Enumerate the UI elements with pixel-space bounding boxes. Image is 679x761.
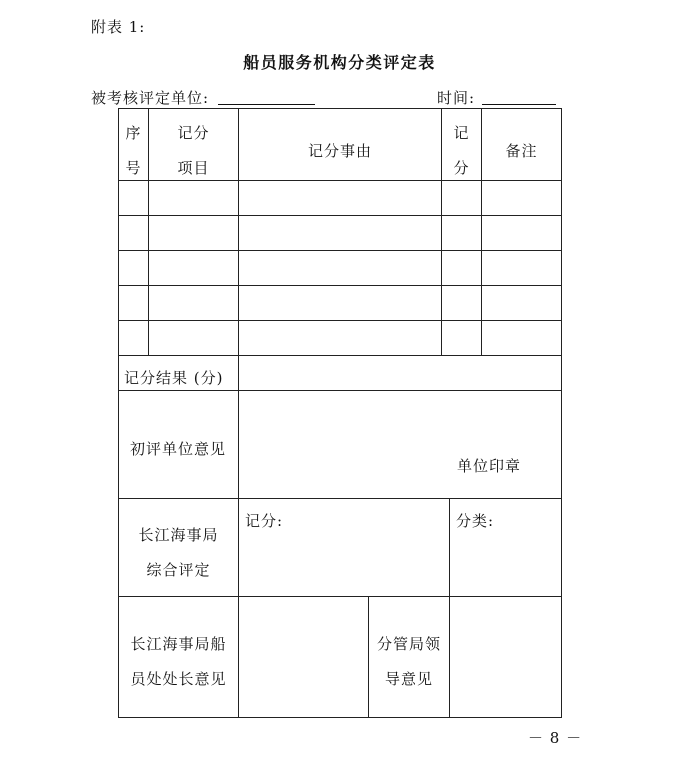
time-label: 时间: (437, 89, 476, 107)
score-result-label: 记分结果 (分) (124, 369, 224, 387)
header-seq-line2: 号 (125, 159, 142, 177)
score-field[interactable] (239, 499, 449, 596)
leader-opinion-line1: 分管局领 (376, 635, 441, 653)
category-field[interactable] (450, 499, 561, 596)
msa-eval-line1: 长江海事局 (138, 526, 219, 544)
evaluated-unit-label: 被考核评定单位: (91, 89, 210, 107)
page-title: 船员服务机构分类评定表 (243, 53, 436, 72)
header-seq-line1: 序 (125, 124, 142, 142)
prelim-opinion-field[interactable] (239, 391, 561, 498)
header-score-line2: 分 (453, 159, 470, 177)
category-label: 分类: (456, 512, 495, 530)
table-border-bottom (118, 717, 562, 718)
empty-rows-area[interactable] (119, 181, 561, 355)
evaluated-unit-field[interactable] (218, 104, 315, 105)
table-line (368, 596, 369, 718)
crew-dept-opinion-line2: 员处处长意见 (130, 670, 227, 688)
header-reason: 记分事由 (307, 142, 372, 160)
prelim-opinion-label: 初评单位意见 (130, 440, 227, 458)
header-item-line2: 项目 (177, 159, 210, 177)
header-score-line1: 记 (453, 124, 470, 142)
header-remarks: 备注 (505, 142, 538, 160)
table-border-top (118, 108, 562, 109)
page-number: － 8 － (528, 729, 583, 747)
leader-opinion-line2: 导意见 (384, 670, 433, 688)
leader-opinion-field[interactable] (450, 597, 561, 717)
crew-dept-opinion-line1: 长江海事局船 (130, 635, 227, 653)
appendix-label: 附表 1: (91, 18, 146, 36)
crew-dept-opinion-field[interactable] (239, 597, 368, 717)
score-result-field[interactable] (239, 356, 561, 390)
table-border-right (561, 108, 562, 718)
header-item-line1: 记分 (177, 124, 210, 142)
score-label: 记分: (245, 512, 284, 530)
time-field[interactable] (482, 104, 556, 105)
unit-seal-label: 单位印章 (457, 457, 522, 475)
msa-eval-line2: 综合评定 (146, 561, 211, 579)
